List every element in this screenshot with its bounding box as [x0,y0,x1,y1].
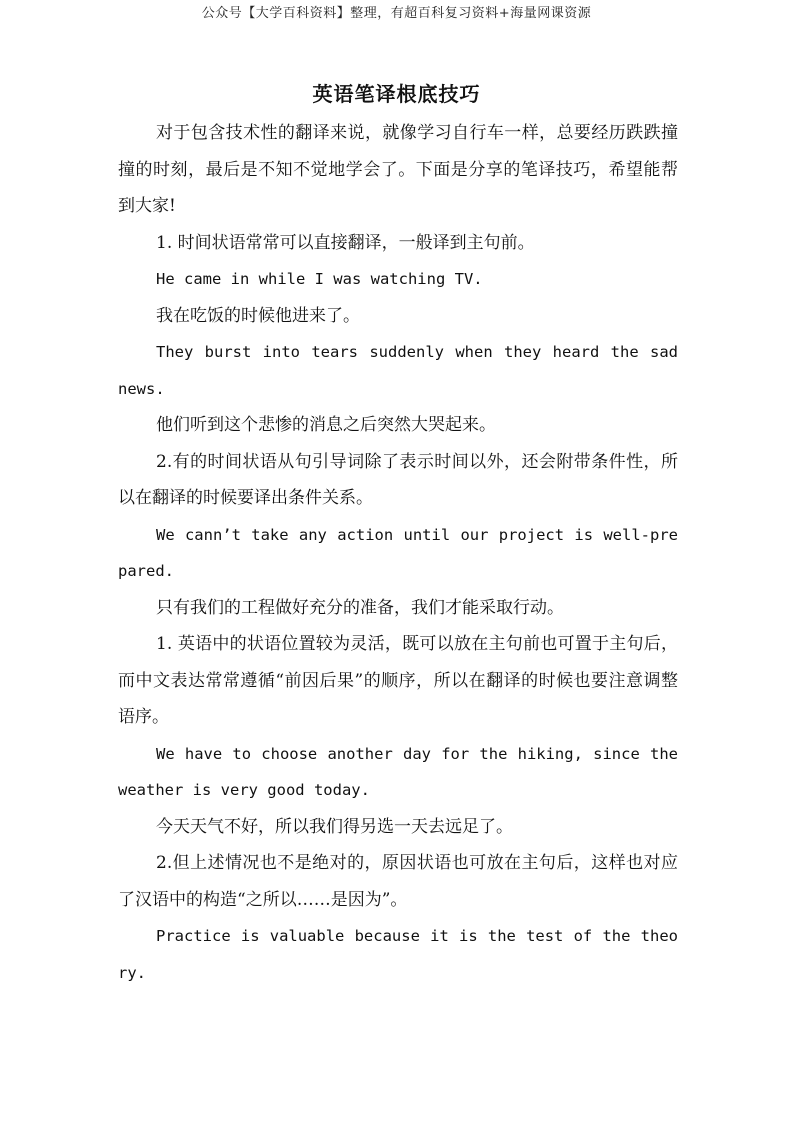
paragraph-intro: 对于包含技术性的翻译来说，就像学习自行车一样，总要经历跌跌撞撞的时刻，最后是不知不觉地学会了。下面是分享的笔译技巧，希望能帮到大家! [118,123,678,216]
page-header: 公众号【大学百科资料】整理，有超百科复习资料+海量网课资源 [201,6,592,21]
paragraph-example-zh: 今天天气不好，所以我们得另选一天去远足了。 [156,816,513,837]
document-body [118,115,678,991]
paragraph-example-en: Practice is valuable because it is the test of the theory. [118,927,678,982]
paragraph-rule-1: 1. 时间状语常常可以直接翻译，一般译到主句前。 [156,232,535,253]
paragraph-example-en: We have to choose another day for the hiking, since the weather is very good today. [118,744,678,799]
paragraph-rule-4: 2.但上述情况也不是绝对的，原因状语也可放在主句后，这样也对应了汉语中的构造“之所以……是因为”。 [118,853,678,910]
paragraph-example-en: They burst into tears suddenly when they heard the sad news. [118,343,678,398]
paragraph-rule-2: 2.有的时间状语从句引导词除了表示时间以外，还会附带条件性，所以在翻译的时候要译出条件关系。 [118,451,678,508]
paragraph-rule-3: 1. 英语中的状语位置较为灵活，既可以放在主句前也可置于主句后，而中文表达常常遵循“前因后果”的顺序，所以在翻译的时候也要注意调整语序。 [118,634,678,727]
paragraph-example-en: He came in while I was watching TV. [156,270,483,288]
document-title: 英语笔译根底技巧 [312,82,481,106]
paragraph-example-zh: 我在吃饭的时候他进来了。 [156,305,360,326]
paragraph-example-en: We cann’t take any action until our project is well-prepared. [118,525,678,580]
paragraph-example-zh: 只有我们的工程做好充分的准备，我们才能采取行动。 [156,597,564,618]
paragraph-example-zh: 他们听到这个悲惨的消息之后突然大哭起来。 [156,415,496,435]
